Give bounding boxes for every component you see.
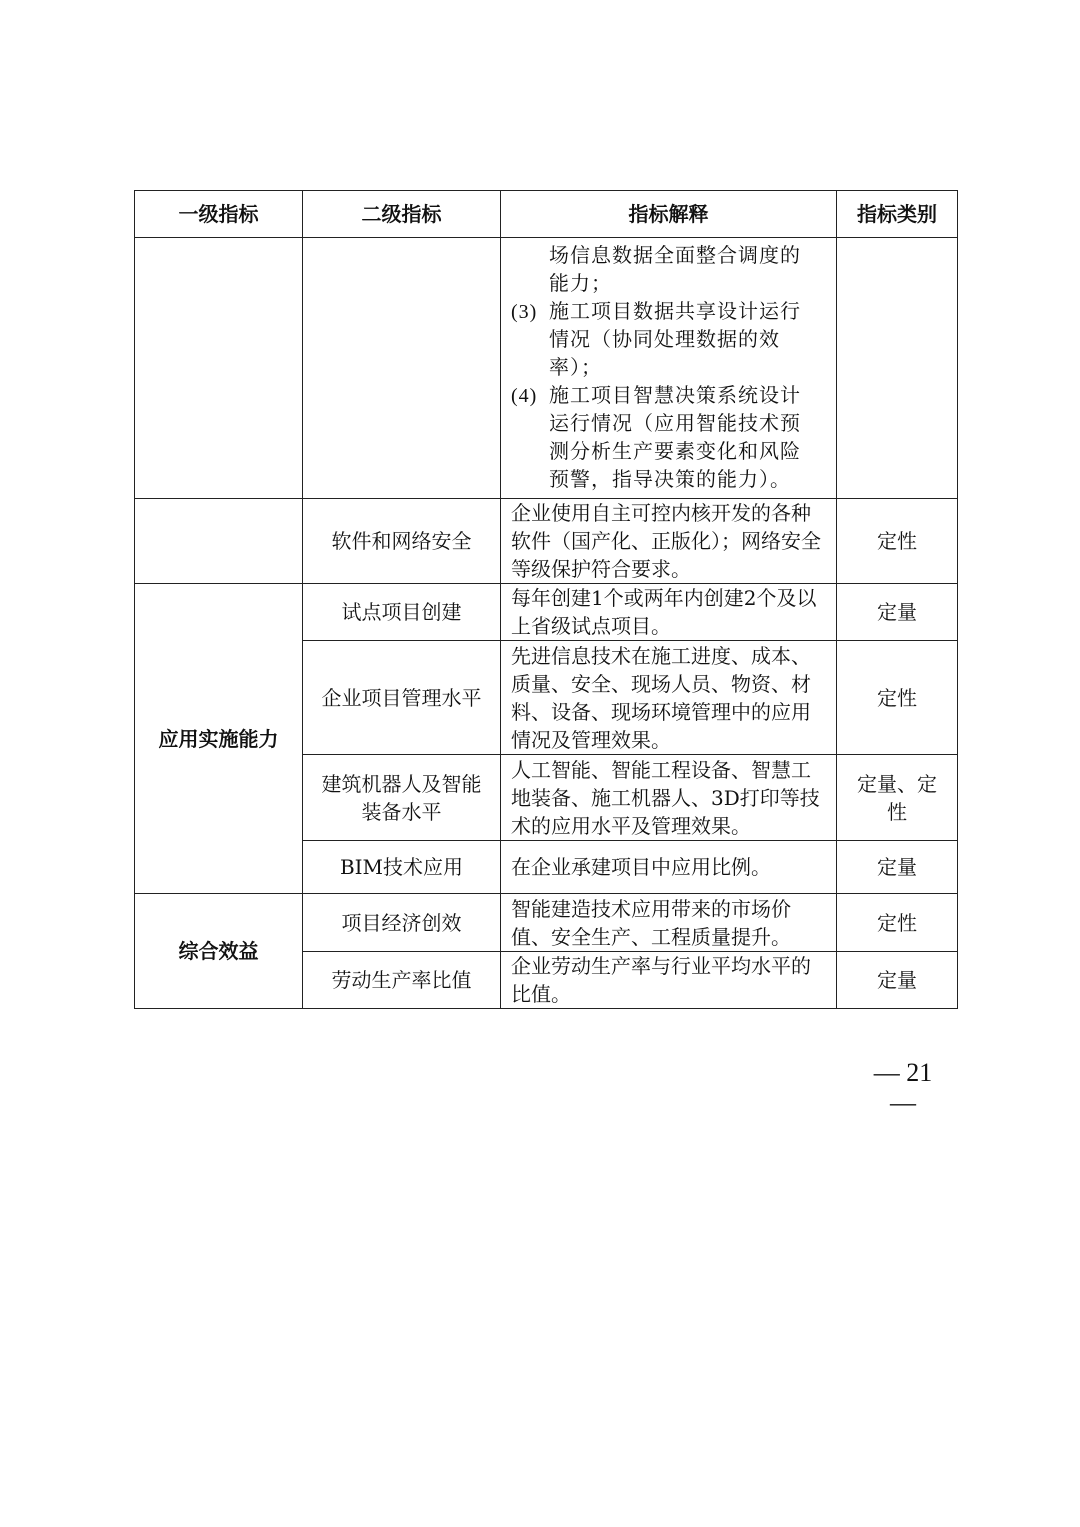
- indicator-table: [134, 190, 958, 1009]
- list-text: 施工项目数据共享设计运行情况（协同处理数据的效率）；: [549, 301, 801, 379]
- explanation-cell: 人工智能、智能工程设备、智慧工地装备、施工机器人、3D打印等技术的应用水平及管理效果。: [501, 755, 837, 841]
- list-text: 施工项目智慧决策系统设计运行情况（应用智能技术预测分析生产要素变化和风险预警，指导决策的能力）。: [549, 385, 801, 491]
- list-number: (4): [511, 385, 538, 407]
- header-explanation: 指标解释: [501, 191, 837, 238]
- category-cell: 定性: [837, 894, 958, 952]
- level2-cell: BIM技术应用: [303, 841, 501, 894]
- list-number: (3): [511, 301, 538, 323]
- category-cell: 定量: [837, 841, 958, 894]
- category-cell: [837, 238, 958, 499]
- category-cell: 定性: [837, 641, 958, 755]
- explanation-cell: 企业使用自主可控内核开发的各种软件（国产化、正版化）；网络安全等级保护符合要求。: [501, 499, 837, 584]
- table-row: [135, 584, 958, 641]
- level2-cell: [303, 238, 501, 499]
- level2-cell: 建筑机器人及智能装备水平: [303, 755, 501, 841]
- level2-cell: 劳动生产率比值: [303, 952, 501, 1009]
- explanation-cell: 智能建造技术应用带来的市场价值、安全生产、工程质量提升。: [501, 894, 837, 952]
- category-cell: 定性: [837, 499, 958, 584]
- explanation-cell: 在企业承建项目中应用比例。: [501, 841, 837, 894]
- level2-cell: 项目经济创效: [303, 894, 501, 952]
- category-cell: 定量: [837, 584, 958, 641]
- table-header-row: [135, 191, 958, 238]
- header-level1: 一级指标: [135, 191, 303, 238]
- explanation-cell: 每年创建1个或两年内创建2个及以上省级试点项目。: [501, 584, 837, 641]
- header-level2: 二级指标: [303, 191, 501, 238]
- table-row: [135, 499, 958, 584]
- list-item: 场信息数据全面整合调度的能力；: [549, 245, 801, 295]
- list-item: [511, 298, 818, 382]
- category-cell: 定量、定性: [837, 755, 958, 841]
- level1-cell: [135, 499, 303, 584]
- table-row: [135, 238, 958, 499]
- category-cell: 定量: [837, 952, 958, 1009]
- level1-cell: [135, 238, 303, 499]
- explanation-cell: 企业劳动生产率与行业平均水平的比值。: [501, 952, 837, 1009]
- header-category: 指标类别: [837, 191, 958, 238]
- level1-cell: 综合效益: [135, 894, 303, 1009]
- level1-cell: 应用实施能力: [135, 584, 303, 894]
- table-row: [135, 894, 958, 952]
- level2-cell: 软件和网络安全: [303, 499, 501, 584]
- level2-cell: 试点项目创建: [303, 584, 501, 641]
- explanation-cell: 先进信息技术在施工进度、成本、质量、安全、现场人员、物资、材料、设备、现场环境管理中的应用情况及管理效果。: [501, 641, 837, 755]
- page-number: — 21 —: [873, 1058, 933, 1117]
- explanation-list: [501, 238, 837, 499]
- list-item: [511, 382, 818, 494]
- level2-cell: 企业项目管理水平: [303, 641, 501, 755]
